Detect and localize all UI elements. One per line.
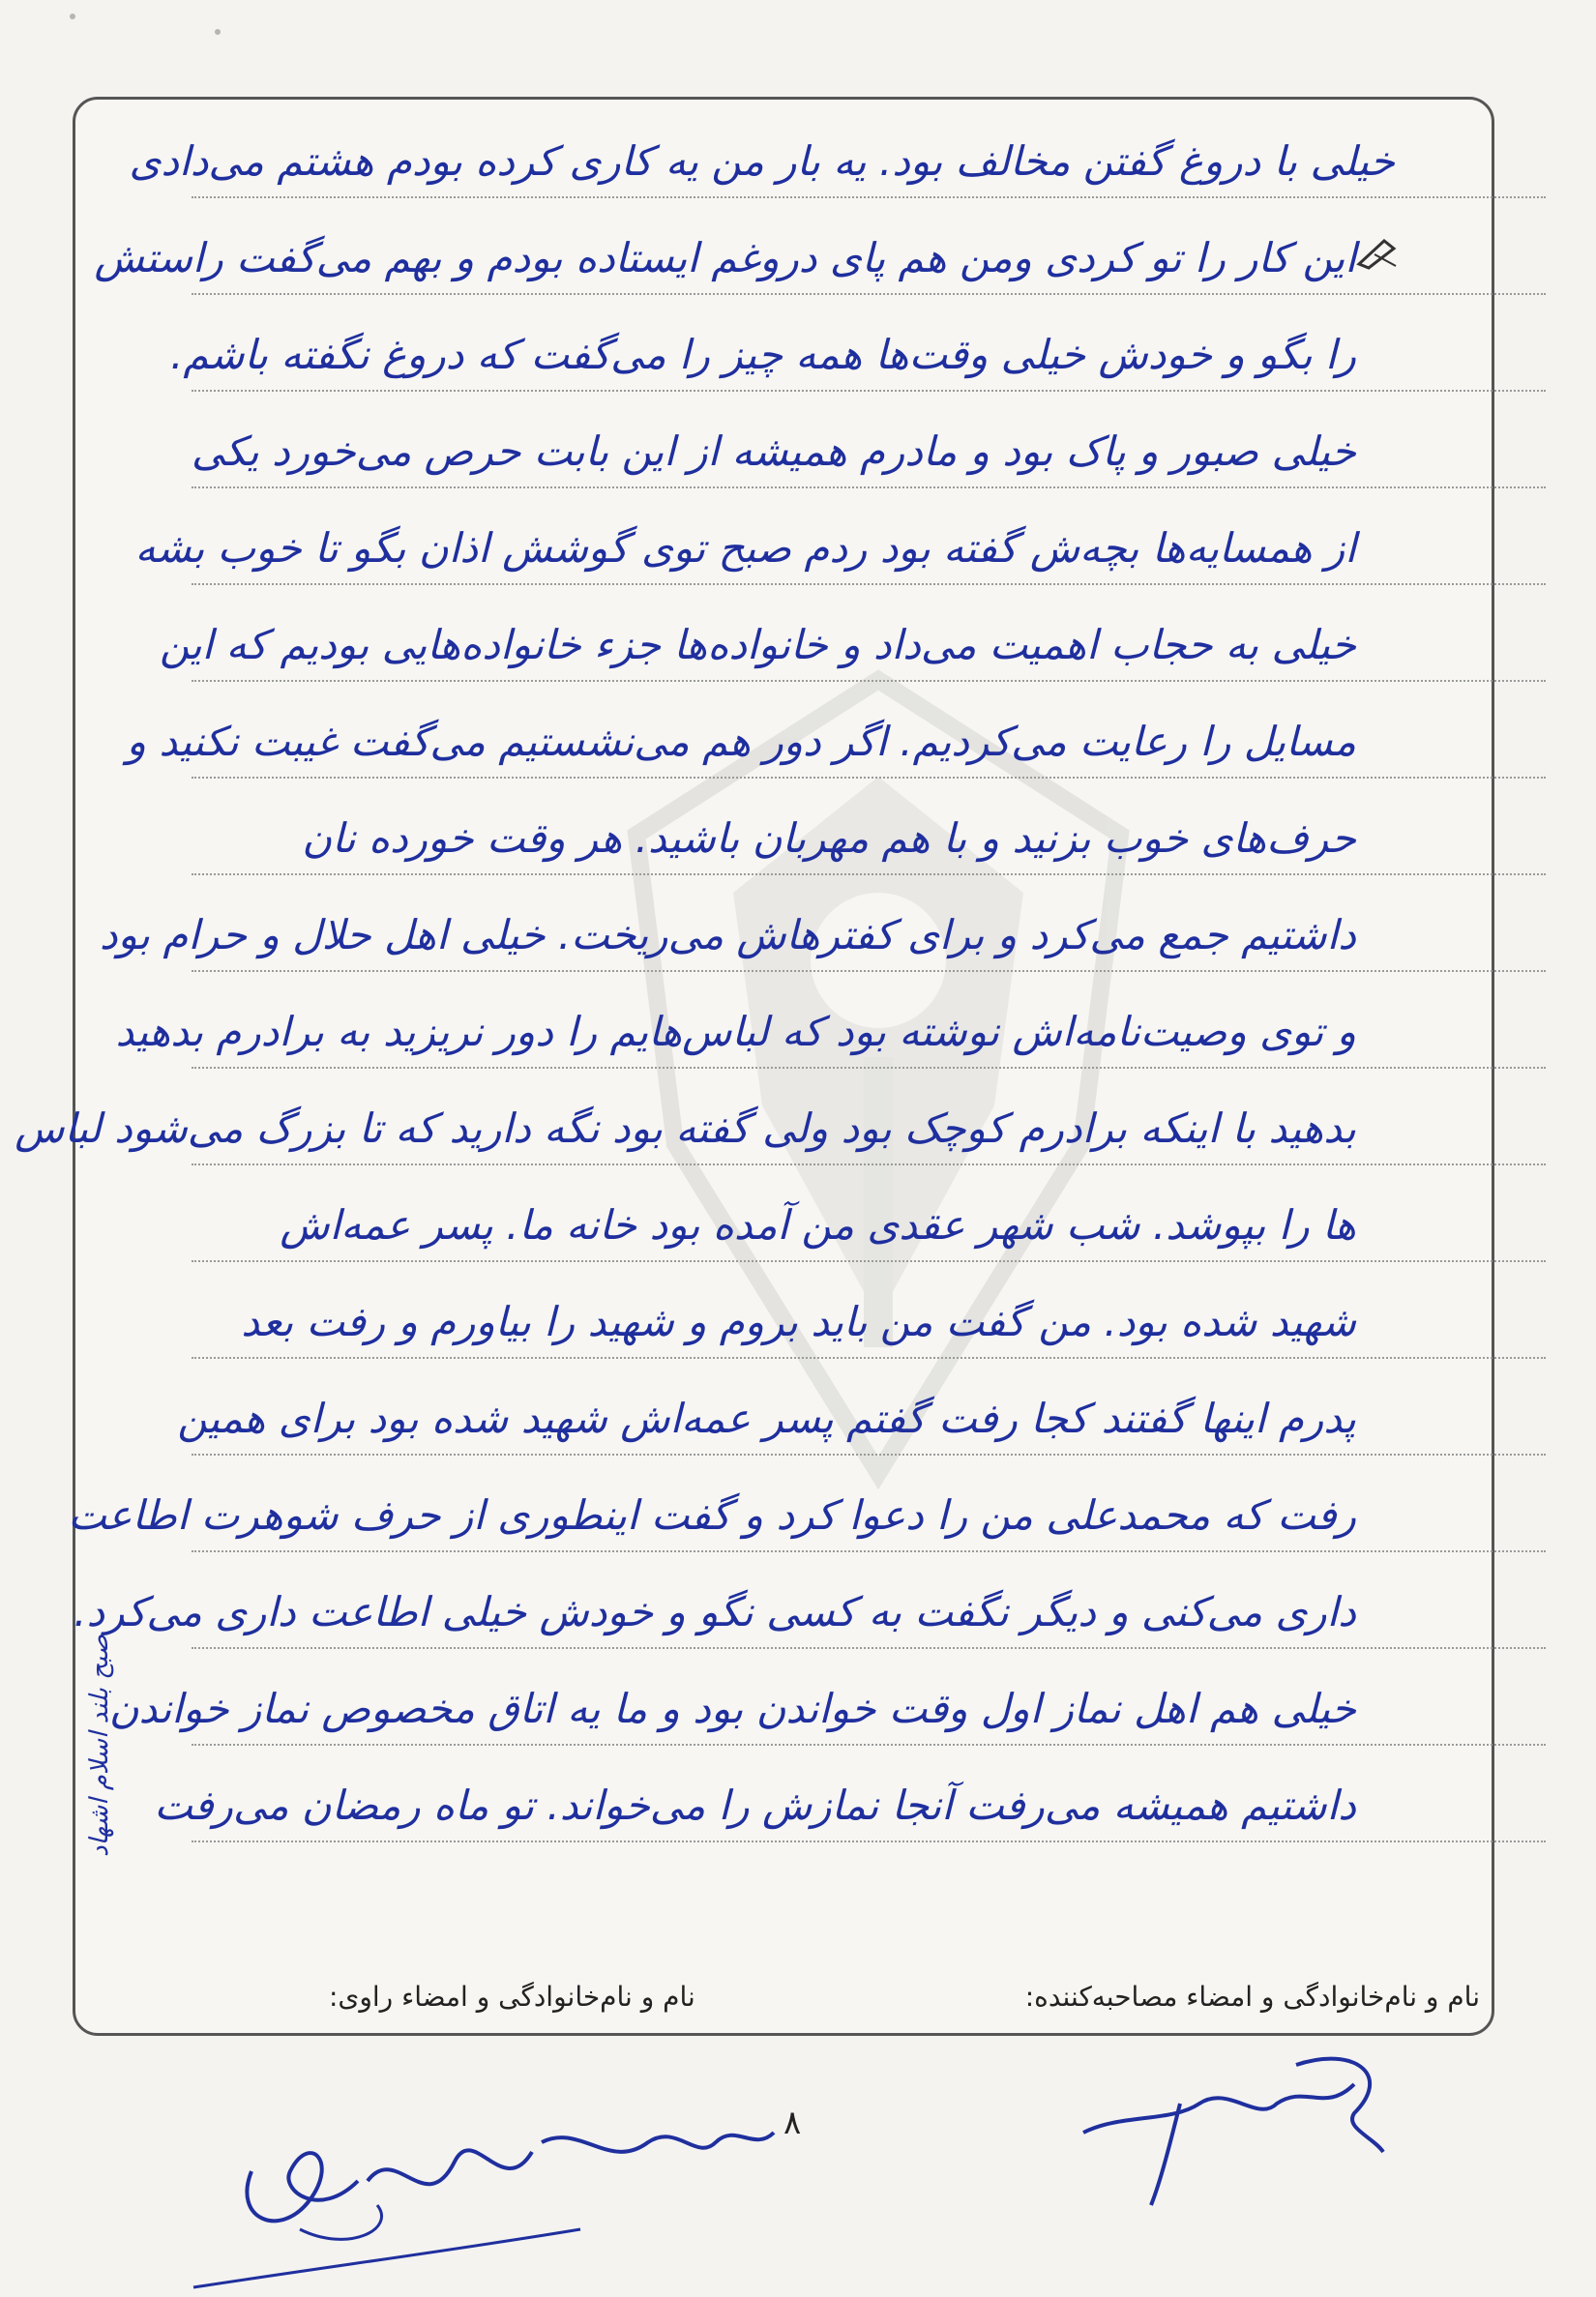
narrator-signature <box>174 2084 793 2297</box>
ruled-line <box>192 1550 1546 1552</box>
page-number: ۸ <box>783 2104 802 2142</box>
handwritten-line: و توی وصیت‌نامه‌اش نوشته بود که لباس‌هایم را دور نریزید به برادرم بدهید <box>115 1008 1356 1055</box>
ruled-line <box>192 486 1546 488</box>
ruled-line <box>192 680 1546 682</box>
handwritten-line: از همسایه‌ها بچه‌ش گفته بود ردم صبح توی گوشش اذان بگو تا خوب بشه <box>134 524 1356 572</box>
ruled-line <box>192 1067 1546 1069</box>
handwritten-line: مسایل را رعایت می‌کردیم. اگر دور هم می‌نشستیم می‌گفت غیبت نکنید و <box>126 718 1356 765</box>
ruled-line <box>192 1647 1546 1649</box>
handwritten-line: خیلی هم اهل نماز اول وقت خواندن بود و ما یه اتاق مخصوص نماز خواندن <box>108 1685 1356 1732</box>
handwritten-line: داشتیم جمع می‌کرد و برای کفترهاش می‌ریخت. خیلی اهل حلال و حرام بود <box>99 911 1356 958</box>
ruled-line <box>192 970 1546 972</box>
narrator-signature-label: نام و نام‌خانوادگی و امضاء راوی: <box>329 1981 695 2013</box>
handwritten-line: ها را بپوشد. شب شهر عقدی من آمده بود خانه ما. پسر عمه‌اش <box>280 1201 1356 1249</box>
handwritten-line: حرف‌های خوب بزنید و با هم مهربان باشید. هر وقت خورده نان <box>302 814 1356 862</box>
interviewer-signature <box>1064 2046 1412 2210</box>
ruled-line <box>192 196 1546 198</box>
scan-speck <box>70 14 75 19</box>
handwritten-line: این کار را تو کردی ومن هم پای دروغم ایستاده بودم و بهم می‌گفت راستش <box>94 234 1356 281</box>
ruled-line <box>192 1841 1546 1842</box>
ruled-line <box>192 1357 1546 1359</box>
ruled-line <box>192 293 1546 295</box>
scan-speck <box>215 29 221 35</box>
handwritten-line: خیلی با دروغ گفتن مخالف بود. یه بار من یه کاری کرده بودم هشتم می‌دادی <box>129 137 1395 185</box>
handwritten-line: داری می‌کنی و دیگر نگفت به کسی نگو و خودش خیلی اطاعت داری می‌کرد. <box>74 1588 1356 1635</box>
handwritten-line: خیلی صبور و پاک بود و مادرم همیشه از این بابت حرص می‌خورد یکی <box>191 427 1356 475</box>
ruled-line <box>192 873 1546 875</box>
ruled-line <box>192 777 1546 779</box>
page-frame <box>15 97 1494 2036</box>
handwritten-line: داشتیم همیشه می‌رفت آنجا نمازش را می‌خواند. تو ماه رمضان می‌رفت <box>154 1782 1356 1829</box>
ruled-line <box>192 1744 1546 1746</box>
handwritten-line: رفت که محمدعلی من را دعوا کرد و گفت اینطوری از حرف شوهرت اطاعت <box>68 1491 1356 1539</box>
handwritten-line: شهید شده بود. من گفت من باید بروم و شهید را بیاورم و رفت بعد <box>241 1298 1356 1345</box>
handwritten-line: بدهید با اینکه برادرم کوچک بود ولی گفته بود نگه دارید که تا بزرگ می‌شود لباس <box>15 1104 1356 1152</box>
ruled-line <box>192 583 1546 585</box>
handwritten-line: را بگو و خودش خیلی وقت‌ها همه چیز را می‌گفت که دروغ نگفته باشم. <box>170 331 1356 378</box>
interviewer-signature-label: نام و نام‌خانوادگی و امضاء مصاحبه‌کننده: <box>1024 1981 1480 2013</box>
ruled-line <box>192 1260 1546 1262</box>
handwritten-line: خیلی به حجاب اهمیت می‌داد و خانواده‌ها جزء خانواده‌هایی بودیم که این <box>160 621 1356 668</box>
ruled-line <box>192 1454 1546 1456</box>
margin-note: صبح بلند اسلام اشهاد <box>85 1634 114 1857</box>
handwritten-line: پدرم اینها گفتند کجا رفت گفتم پسر عمه‌اش شهید شده بود برای همین <box>177 1395 1356 1442</box>
ruled-line <box>192 1163 1546 1165</box>
ruled-lines <box>15 100 1492 2033</box>
ruled-line <box>192 390 1546 392</box>
